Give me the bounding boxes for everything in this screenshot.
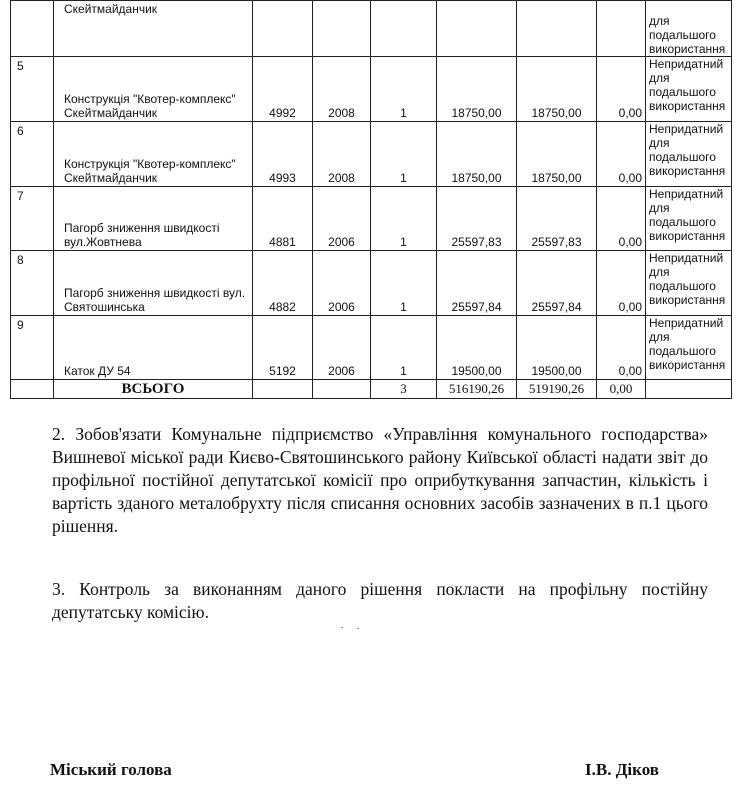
residual-value-cell: 0,00 (597, 251, 646, 316)
total-quantity-cell: 3 (371, 380, 437, 399)
total-residual-value-cell: 0,00 (597, 380, 646, 399)
year-cell: 2006 (313, 187, 371, 251)
status-cell: Непридатний для подальшого використання (646, 187, 732, 251)
total-depreciation-cell: 519190,26 (517, 380, 597, 399)
inventory-number-cell: 4992 (253, 57, 313, 122)
asset-name-cell: Пагорб зниження швидкості вул.Жовтнева (54, 187, 253, 251)
scan-speck (341, 627, 343, 628)
asset-name-cell: Скейтмайданчик (54, 1, 253, 57)
depreciation-cell: 19500,00 (517, 316, 597, 380)
quantity-cell: 1 (371, 122, 437, 187)
paragraph-2: 2. Зобов'язати Комунальне підприємство «Управління комунального господарства» Вишневої міської ради Києво-Святошинського району Київської області надати звіт до профільної постійної депутатської комісії про оприбуткування запчастин, кількість і вартість зданого металобрухту після списання основних засобів зазначених в п.1 цього рішення. (52, 424, 708, 536)
inventory-number-cell: 4993 (253, 122, 313, 187)
total-initial-value-cell: 516190,26 (437, 380, 517, 399)
asset-name-cell: Конструкція "Квотер-комплекс" Скейтмайданчик (54, 57, 253, 122)
residual-value-cell: 0,00 (597, 316, 646, 380)
row-number-cell: 5 (11, 57, 54, 122)
table-row (11, 1, 732, 57)
residual-value-cell: 0,00 (597, 122, 646, 187)
row-number-cell: 9 (11, 316, 54, 380)
depreciation-cell: 18750,00 (517, 122, 597, 187)
quantity-cell: 1 (371, 57, 437, 122)
initial-value-cell: 19500,00 (437, 316, 517, 380)
signature-position: Міський голова (50, 760, 172, 779)
initial-value-cell: 25597,84 (437, 251, 517, 316)
year-cell: 2006 (313, 316, 371, 380)
table-row (11, 251, 732, 316)
year-cell: 2008 (313, 122, 371, 187)
table-row (11, 187, 732, 251)
initial-value-cell: 25597,83 (437, 187, 517, 251)
status-cell: Непридатний для подальшого використання (646, 316, 732, 380)
row-number-cell: 7 (11, 187, 54, 251)
status-cell: Непридатний для подальшого використання (646, 57, 732, 122)
asset-name-cell: Конструкція "Квотер-комплекс" Скейтмайданчик (54, 122, 253, 187)
status-cell: Непридатний для подальшого використання (646, 122, 732, 187)
depreciation-cell: 25597,83 (517, 187, 597, 251)
table-row (11, 316, 732, 380)
status-cell: для подальшого використання (646, 1, 732, 57)
row-number-cell (11, 1, 54, 57)
status-cell: Непридатний для подальшого використання (646, 251, 732, 316)
quantity-cell: 1 (371, 251, 437, 316)
quantity-cell: 1 (371, 187, 437, 251)
initial-value-cell: 18750,00 (437, 122, 517, 187)
year-cell: 2006 (313, 251, 371, 316)
inventory-number-cell: 5192 (253, 316, 313, 380)
residual-value-cell: 0,00 (597, 187, 646, 251)
assets-writeoff-table (10, 0, 732, 399)
depreciation-cell: 18750,00 (517, 57, 597, 122)
table-row (11, 57, 732, 122)
depreciation-cell: 25597,84 (517, 251, 597, 316)
table-row (11, 122, 732, 187)
quantity-cell: 1 (371, 316, 437, 380)
inventory-number-cell: 4881 (253, 187, 313, 251)
inventory-number-cell: 4882 (253, 251, 313, 316)
initial-value-cell: 18750,00 (437, 57, 517, 122)
signature-name: І.В. Діков (585, 760, 659, 779)
asset-name-cell: Каток ДУ 54 (54, 316, 253, 380)
asset-name-cell: Пагорб зниження швидкості вул. Святошинська (54, 251, 253, 316)
scan-speck (357, 628, 359, 629)
paragraph-3: 3. Контроль за виконанням даного рішення покласти на профільну постійну депутатську комісію. (52, 579, 708, 622)
total-row (11, 380, 732, 399)
year-cell: 2008 (313, 57, 371, 122)
row-number-cell: 8 (11, 251, 54, 316)
total-label: ВСЬОГО (54, 380, 253, 399)
row-number-cell: 6 (11, 122, 54, 187)
residual-value-cell: 0,00 (597, 57, 646, 122)
